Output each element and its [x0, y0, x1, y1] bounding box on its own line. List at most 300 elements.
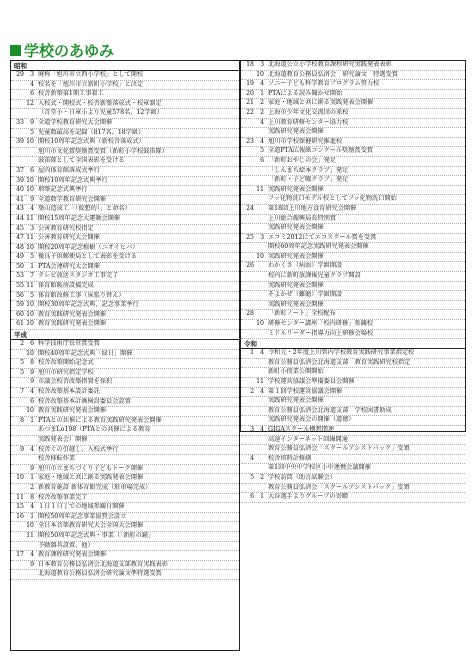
- entry-text: 「しんまち絵本クラブ」発足: [268, 166, 349, 174]
- history-entry: [11, 542, 239, 552]
- history-entry: [241, 167, 465, 177]
- entry-year: 21: [246, 99, 254, 107]
- entry-text: 旭川市研究指定学校: [38, 368, 94, 376]
- entry-month: 6: [260, 156, 264, 164]
- entry-text: 開校60周年記念実践研究発表会開催: [268, 243, 369, 251]
- history-entry: [11, 407, 239, 417]
- entry-month: 6: [30, 166, 34, 174]
- entry-text: ミドルリーダー指導力向上研修会場校: [268, 329, 374, 337]
- history-entry: [11, 272, 239, 282]
- entry-month: 10: [26, 310, 34, 318]
- history-entry: [241, 378, 465, 388]
- entry-text: 第1回中央中学校区小中連携会議開催: [268, 464, 371, 472]
- entry-year: 26: [246, 262, 254, 270]
- entry-text: 校舎新築第1期工事着工: [38, 90, 104, 98]
- history-entry: [11, 436, 239, 446]
- entry-text: 上川総合振興局長特別賞: [268, 214, 337, 222]
- entry-year: 24: [246, 204, 254, 212]
- entry-month: 11: [26, 234, 34, 242]
- entry-text: テレビ放送スタジオ工事完了: [38, 272, 119, 280]
- history-entry: [11, 167, 239, 177]
- history-entry: [11, 244, 239, 254]
- entry-text: 校舎改築開始記念式: [38, 359, 94, 367]
- entry-year: 56: [16, 291, 24, 299]
- entry-year: 5: [250, 473, 254, 481]
- entry-text: エコミ2012にてエコスクール賞を受賞: [268, 233, 377, 241]
- history-entry: [241, 397, 465, 407]
- history-entry: [241, 474, 465, 484]
- entry-month: 10: [256, 320, 264, 328]
- history-entry: [11, 177, 239, 187]
- entry-month: 4: [260, 349, 264, 357]
- entry-year: 17: [16, 551, 24, 559]
- entry-text: 科学技術庁長官賞受賞: [38, 340, 100, 348]
- entry-month: 10: [26, 522, 34, 530]
- history-entry: [11, 263, 239, 273]
- entry-text: 北海道教育公務員弘済会 研究論文 特選受賞: [268, 70, 398, 78]
- entry-text: 大谷選手よりグループの寄贈: [268, 493, 348, 501]
- history-entry: [241, 407, 465, 417]
- entry-text: GIGAスクール構想関連: [268, 425, 335, 433]
- entry-month: 4: [30, 388, 34, 395]
- entry-year: 3: [250, 425, 254, 433]
- entry-month: 11: [26, 282, 34, 290]
- entry-year: 19: [246, 80, 254, 88]
- history-entry: [241, 195, 465, 205]
- entry-text: ソニー子ども科学教育プログラム努力校: [268, 80, 380, 88]
- entry-text: 高速インターネット回線開通: [268, 435, 348, 443]
- entry-text: 家庭・地域と共に創る実践発表会開催: [38, 474, 144, 482]
- entry-month: 6: [30, 340, 34, 348]
- entry-text: 開校15周年記念大運動会開催: [38, 214, 121, 222]
- history-entry: [11, 426, 239, 436]
- history-entry: [241, 330, 465, 340]
- entry-year: 5: [20, 359, 24, 367]
- history-entry: [11, 340, 239, 350]
- history-entry: [11, 513, 239, 523]
- entry-month: 6: [30, 90, 34, 98]
- entry-year: 60: [16, 310, 24, 318]
- entry-month: 9: [30, 195, 34, 203]
- entry-text: 公害教育研究大会開催: [38, 234, 100, 242]
- entry-month: 9: [30, 378, 34, 386]
- entry-month: 11: [256, 378, 264, 385]
- entry-text: あつまLo198（PTAとの共催による教育: [38, 426, 151, 434]
- entry-year: 55: [16, 282, 24, 290]
- history-entry: [11, 292, 239, 302]
- entry-text: 新教育施設 新体育館完成（駐車場完成）: [38, 483, 152, 491]
- history-entry: [11, 465, 239, 475]
- history-entry: [11, 196, 239, 206]
- entry-text: 入校式・開校式・校舎新築落成式・校章制定: [38, 99, 162, 107]
- entry-text: 「新町・子ど曜クラブ」発足: [268, 176, 349, 184]
- entry-month: 1: [260, 89, 264, 97]
- entry-text: 研修センター講座「校内研修」参観校: [268, 320, 373, 328]
- history-entry: [11, 446, 239, 456]
- entry-year: 2: [20, 340, 24, 348]
- entry-text: 廃称「旭川市立西小学校」として開校: [38, 71, 144, 78]
- entry-text: 実践研究発表会開催: [268, 128, 324, 136]
- entry-text: 鼓笛隊として全国表彰を受ける: [38, 157, 125, 165]
- entry-text: 令和元・2年度上川管内学校教育実践研究事業指定校: [268, 349, 415, 357]
- entry-month: 9: [30, 464, 34, 472]
- entry-text: 全日本音楽教育研究大会全国大会開催: [38, 522, 144, 530]
- history-entry: [241, 282, 465, 292]
- entry-year: 37: [16, 166, 24, 174]
- entry-text: PTA会連研究大会開催: [38, 262, 100, 270]
- entry-month: 5: [260, 147, 264, 155]
- entry-text: 学校運営協議会準備委員会開催: [268, 378, 355, 385]
- entry-text: 教育実践研究発表会開催: [38, 320, 107, 328]
- entry-month: 10: [26, 186, 34, 194]
- page-title: [10, 40, 114, 60]
- entry-month: 1: [30, 512, 34, 520]
- history-entry: [11, 378, 239, 388]
- entry-month: 3: [260, 61, 264, 68]
- era-header: 昭和: [11, 61, 239, 71]
- entry-text: 家庭・地域と共に創る実践発表会開催: [268, 99, 374, 107]
- history-entry: [11, 71, 239, 81]
- entry-text: 上海市少年文化交流団の来校: [268, 108, 349, 116]
- entry-text: 開校10周年記念式典挙行: [38, 176, 108, 184]
- entry-text: 校舎改築基本計画検討委員会設置: [38, 397, 131, 405]
- entry-month: 5: [30, 253, 34, 261]
- history-entry: [241, 310, 465, 320]
- history-entry: [241, 388, 465, 398]
- history-entry: [241, 215, 465, 225]
- history-entry: [241, 320, 465, 330]
- history-entry: [241, 291, 465, 301]
- entry-month: 11: [26, 214, 34, 222]
- history-entry: [11, 234, 239, 244]
- history-entry: [241, 368, 465, 378]
- entry-text: 校舎塔時計修繕: [268, 454, 312, 462]
- history-entry: [241, 416, 465, 426]
- entry-text: 開校40周年記念式典「緑日」開催: [38, 349, 133, 357]
- entry-month: 5: [30, 291, 34, 299]
- history-entry: [241, 109, 465, 119]
- title-square-icon: [10, 45, 21, 56]
- entry-text: 教育公務員弘済会北海道支部 教育実践研究校指定: [268, 358, 411, 366]
- entry-month: 10: [256, 70, 264, 78]
- history-entry: [241, 493, 465, 503]
- era-header: 令和: [241, 339, 465, 349]
- entry-text: 実践研究発表会開催: [268, 252, 324, 260]
- entry-text: 開校20周年記念植樹（ニオイヒバ）: [38, 243, 139, 251]
- history-entry: [11, 551, 239, 561]
- entry-year: 9: [20, 445, 24, 453]
- entry-month: 3: [30, 71, 34, 78]
- entry-month: 4: [260, 118, 264, 126]
- entry-text: 実践研究発表会開催: [268, 300, 324, 308]
- history-entry: [11, 282, 239, 292]
- entry-month: 4: [260, 80, 264, 88]
- history-entry: [241, 445, 465, 455]
- entry-text: 増築記念式典挙行: [38, 186, 88, 194]
- entry-month: 2: [260, 473, 264, 481]
- history-entry: [11, 100, 239, 110]
- entry-year: 22: [246, 108, 254, 116]
- entry-month: 2: [30, 483, 34, 491]
- entry-text: 実践研究発表会開催: [268, 224, 324, 232]
- entry-month: 5: [30, 128, 34, 136]
- history-entry: [11, 81, 239, 91]
- entry-text: 校内に新町放課後児童クラブ開設: [268, 272, 361, 280]
- history-column-right: [240, 60, 466, 501]
- entry-text: 築山造成工「（仮想的）」と命名）: [38, 205, 131, 213]
- entry-month: 10: [26, 407, 34, 415]
- entry-year: 48: [16, 243, 24, 251]
- entry-text: 日本教育公務員弘済会北海道支部教育実践表彰: [38, 560, 168, 568]
- entry-year: 15: [16, 503, 24, 511]
- entry-text: 開校10周年記念式典（新校舎落成式）: [38, 138, 145, 146]
- history-entry: [11, 215, 239, 225]
- entry-text: 児童数最高を記録（817名、18学級）: [38, 128, 145, 136]
- entry-month: 3: [260, 233, 264, 241]
- entry-month: 12: [26, 99, 34, 107]
- entry-text: 旭川市学校保健研究推進校: [268, 137, 343, 145]
- entry-month: 3: [30, 224, 34, 232]
- history-entry: [11, 148, 239, 158]
- entry-text: （青堂小・日章小より児童578名、12学級）: [38, 109, 163, 117]
- history-entry: [11, 350, 239, 360]
- entry-month: 4: [260, 425, 264, 433]
- entry-text: 実践発表会）開催: [38, 435, 88, 443]
- history-entry: [241, 71, 465, 81]
- entry-year: 33: [16, 118, 24, 126]
- history-entry: [241, 157, 465, 167]
- entry-text: 体育館改修工事（床張り替え）: [38, 291, 125, 299]
- entry-text: フッ化物洗口モデル校としてフッ化物洗口開始: [268, 195, 397, 203]
- entry-text: 旭川市立まちづくり子どもトーク開催: [38, 464, 144, 472]
- entry-month: 4: [30, 503, 34, 511]
- entry-year: 45: [16, 224, 24, 232]
- history-entry: [241, 80, 465, 90]
- entry-month: 10: [26, 320, 34, 328]
- entry-text: 上川教育研修センター協力校: [268, 118, 349, 126]
- entry-year: 43: [16, 205, 24, 213]
- entry-text: 教育課程研究発表会開催: [38, 551, 107, 559]
- history-entry: [11, 311, 239, 321]
- entry-text: 開校50周年記念式典・事業（「新町の鐘」: [38, 531, 155, 539]
- era-header: 平成: [11, 330, 239, 340]
- history-entry: [11, 225, 239, 235]
- entry-year: 6: [250, 493, 254, 501]
- history-entry: [241, 272, 465, 282]
- history-entry: [11, 301, 239, 311]
- entry-year: 18: [246, 61, 254, 68]
- entry-text: PTAとの共催による教育実践研究発表会開催: [38, 416, 162, 424]
- entry-year: 47: [16, 234, 24, 242]
- entry-month: 4: [30, 80, 34, 88]
- entry-year: 4: [250, 454, 254, 462]
- entry-text: 公害教育研究校指定: [38, 224, 94, 232]
- entry-year: 49: [16, 253, 24, 261]
- history-entry: [241, 128, 465, 138]
- entry-year: 25: [246, 233, 254, 241]
- entry-year: 1: [250, 349, 254, 357]
- entry-month: 11: [256, 185, 264, 193]
- entry-year: 2: [250, 387, 254, 395]
- history-entry: [11, 503, 239, 513]
- entry-month: 10: [26, 176, 34, 184]
- entry-year: 29: [16, 71, 24, 78]
- entry-month: 2: [260, 99, 264, 107]
- entry-year: 10: [16, 474, 24, 482]
- entry-text: 校舎ぐの引越し、入校式挙行: [38, 445, 119, 453]
- history-entry: [11, 109, 239, 119]
- entry-text: １日１日丁での地域参観日開催: [38, 503, 125, 511]
- history-entry: [241, 234, 465, 244]
- entry-month: 10: [26, 349, 34, 357]
- history-entry: [241, 464, 465, 474]
- entry-year: 8: [20, 416, 24, 424]
- entry-month: 10: [26, 138, 34, 146]
- history-entry: [241, 455, 465, 465]
- entry-text: 北海道公立小学校教育課程研究実践発表表彰: [268, 61, 392, 68]
- history-entry: [241, 138, 465, 148]
- history-entry: [11, 484, 239, 494]
- history-entry: [11, 522, 239, 532]
- history-entry: [11, 138, 239, 148]
- history-entry: [241, 90, 465, 100]
- history-entry: [11, 417, 239, 427]
- entry-year: 5: [20, 368, 24, 376]
- entry-text: 全道PTA広報紙コンクール奨励賞受賞: [268, 147, 373, 155]
- entry-text: 校舎改築事業完了: [38, 493, 88, 501]
- history-entry: [241, 176, 465, 186]
- entry-month: 4: [30, 205, 34, 213]
- entry-month: 1: [260, 493, 264, 501]
- entry-month: 1: [30, 416, 34, 424]
- entry-text: 優良子供郵便局として表彰を受ける: [38, 253, 137, 261]
- history-entry: [241, 426, 465, 436]
- entry-text: 校舎改築基本設計委託: [38, 388, 100, 395]
- entry-text: 第１回学校運営協議会開催: [268, 387, 343, 395]
- entry-text: 「新町おやじの会」発足: [268, 156, 337, 164]
- history-entry: [11, 474, 239, 484]
- entry-month: 4: [260, 387, 264, 395]
- history-entry: [241, 61, 465, 71]
- entry-year: 20: [246, 89, 254, 97]
- page-title-text: 学校のあゆみ: [24, 41, 115, 60]
- entry-month: 1: [30, 474, 34, 482]
- entry-month: 2: [260, 108, 264, 116]
- entry-text: そよかぜ（難聴）学級開設: [268, 291, 343, 299]
- entry-month: 10: [256, 252, 264, 260]
- entry-text: 教育実践研究発表会開催: [38, 310, 107, 318]
- history-entry: [241, 243, 465, 253]
- entry-month: 9: [30, 118, 34, 126]
- entry-year: 16: [16, 512, 24, 520]
- entry-month: 8: [30, 359, 34, 367]
- entry-month: 6: [30, 397, 34, 405]
- entry-text: 実践研究発表会の開催（道徳）: [268, 416, 355, 424]
- entry-year: 39: [16, 176, 24, 184]
- entry-text: 開校50周年記念事業協賛会設立: [38, 512, 127, 520]
- entry-year: 61: [16, 320, 24, 328]
- history-entry: [241, 301, 465, 311]
- history-entry: [11, 369, 239, 379]
- history-entry: [11, 253, 239, 263]
- history-entry: [241, 253, 465, 263]
- history-entry: [241, 224, 465, 234]
- entry-text: 教育実践研究発表会開催: [38, 407, 107, 415]
- entry-text: 開校30周年記念式典、記念事業挙行: [38, 301, 139, 309]
- entry-year: 44: [16, 214, 24, 222]
- entry-text: 教育公務員弘済会「スクールアシストパック」受領: [268, 483, 410, 491]
- history-entry: [241, 205, 465, 215]
- history-entry: [241, 436, 465, 446]
- entry-year: 11: [16, 493, 24, 501]
- entry-text: 旭川市文化賞奨励賞受賞（新町小学校鼓笛隊）: [38, 147, 168, 155]
- entry-year: 41: [16, 195, 24, 203]
- entry-text: 実践研究発表会開催: [268, 185, 324, 193]
- history-entry: [11, 455, 239, 465]
- history-column-left: [10, 60, 240, 651]
- history-entry: [11, 570, 239, 580]
- entry-text: 校舎移転作業: [38, 455, 76, 463]
- history-entry: [241, 484, 465, 494]
- entry-month: 9: [30, 368, 34, 376]
- entry-month: 10: [26, 301, 34, 309]
- entry-month: 9: [30, 560, 34, 568]
- history-entry: [241, 186, 465, 196]
- entry-year: 40: [16, 186, 24, 194]
- entry-month: 10: [26, 243, 34, 251]
- history-entry: [241, 119, 465, 129]
- entry-text: 新町小授業公開開始: [268, 368, 324, 376]
- entry-year: 7: [20, 388, 24, 395]
- history-entry: [11, 119, 239, 129]
- entry-month: 1: [30, 262, 34, 270]
- entry-text: 予動器具設置、他）: [38, 541, 94, 549]
- entry-text: 北海道教育公務員弘済会研究論文準特選受賞: [38, 570, 162, 578]
- entry-text: わかくさ（病弱）学級開設: [268, 262, 343, 270]
- entry-month: 7: [30, 272, 34, 280]
- entry-year: 39: [16, 138, 24, 146]
- entry-text: 屋内体育館落成式挙行: [38, 166, 100, 174]
- history-entry: [241, 99, 465, 109]
- history-entry: [11, 561, 239, 571]
- history-entry: [241, 262, 465, 272]
- history-entry: [241, 349, 465, 359]
- entry-text: 実践研究発表会開催: [268, 281, 324, 289]
- entry-text: 市議会校舎改築措置を採択: [38, 378, 113, 386]
- history-entry: [11, 205, 239, 215]
- history-entry: [11, 90, 239, 100]
- history-entry: [11, 129, 239, 139]
- entry-year: 53: [16, 272, 24, 280]
- entry-text: 「新町ノート」全校配布: [268, 310, 336, 318]
- history-entry: [11, 186, 239, 196]
- entry-month: 4: [30, 551, 34, 559]
- history-entry: [241, 147, 465, 157]
- entry-text: 教育公務員弘済会「スクールアシストパック」受領: [268, 445, 410, 453]
- history-entry: [11, 494, 239, 504]
- entry-month: 11: [26, 531, 34, 539]
- entry-text: 校名を「旭川市立新町小学校」と決定: [38, 80, 144, 88]
- history-entry: [11, 388, 239, 398]
- history-entry: [11, 359, 239, 369]
- history-entry: [11, 532, 239, 542]
- entry-year: 59: [16, 301, 24, 309]
- entry-year: 50: [16, 262, 24, 270]
- entry-text: PTAによる読み聞かせ開始: [268, 89, 343, 97]
- entry-text: 体育館暖房設備完成: [38, 282, 94, 290]
- entry-year: 28: [246, 310, 254, 318]
- entry-text: 学校訪問（助言試験会）: [268, 473, 337, 481]
